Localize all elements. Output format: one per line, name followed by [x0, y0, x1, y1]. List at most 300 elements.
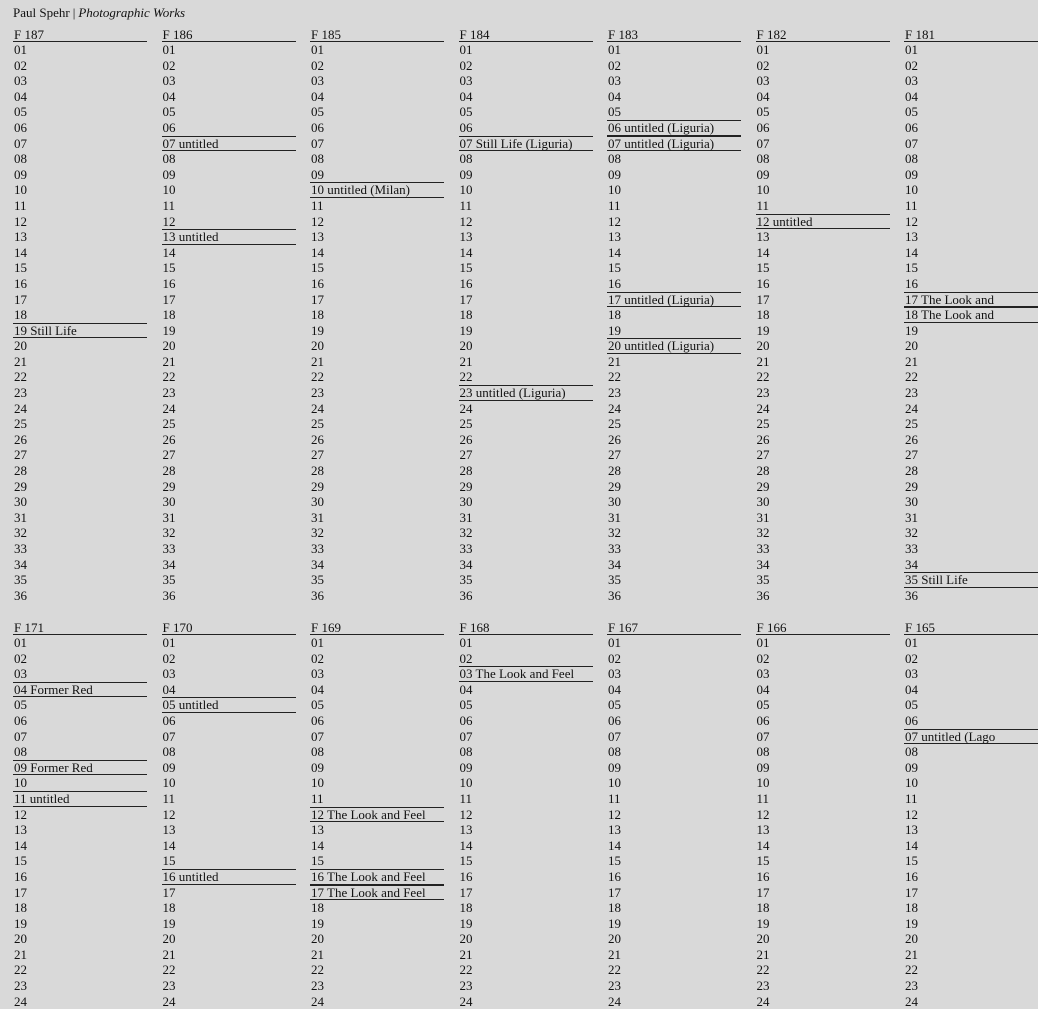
frame-link[interactable]: 20 — [459, 338, 473, 354]
frame-link[interactable]: 16 — [608, 275, 621, 291]
frame-link[interactable]: 16 — [608, 868, 621, 884]
frame-link[interactable]: 02 — [311, 650, 324, 666]
frame-link[interactable]: 07 — [162, 728, 176, 744]
frame-link[interactable]: 33 — [756, 541, 770, 556]
frame-link[interactable]: 05 — [459, 104, 473, 120]
frame-link[interactable]: 20 — [162, 931, 176, 947]
frame-link[interactable]: 01 — [311, 42, 324, 57]
frame-link[interactable]: 10 — [608, 775, 621, 791]
frame-link[interactable]: 32 — [14, 525, 27, 541]
frame-link[interactable]: 32 — [459, 525, 473, 541]
frame-link[interactable]: 25 — [311, 416, 324, 432]
frame-link[interactable]: 07 — [905, 135, 918, 151]
frame-link[interactable]: 08 — [162, 151, 176, 167]
frame-link[interactable]: 15 — [459, 853, 473, 869]
frame-link[interactable]: 05 — [608, 104, 621, 120]
frame-link[interactable]: 17 — [608, 884, 621, 900]
frame-link-titled[interactable]: 07 untitled — [162, 136, 296, 152]
frame-link[interactable]: 09 — [162, 166, 176, 182]
frame-link[interactable]: 03 — [14, 666, 27, 682]
frame-link[interactable]: 24 — [608, 993, 621, 1009]
frame-link[interactable]: 31 — [459, 509, 473, 525]
film-title[interactable]: F 171 — [13, 620, 147, 635]
frame-link[interactable]: 14 — [311, 837, 324, 853]
frame-link[interactable]: 21 — [14, 353, 27, 369]
frame-link[interactable]: 16 — [311, 275, 324, 291]
frame-link[interactable]: 15 — [459, 260, 473, 276]
frame-link[interactable]: 11 — [162, 790, 176, 806]
frame-link[interactable]: 28 — [756, 463, 770, 479]
frame-link[interactable]: 09 — [905, 759, 918, 775]
frame-link[interactable]: 06 — [905, 119, 918, 135]
frame-link[interactable]: 03 — [756, 73, 770, 89]
frame-link-titled[interactable]: 04 Former Red — [13, 682, 147, 698]
frame-link-titled[interactable]: 05 untitled — [162, 697, 296, 713]
frame-link[interactable]: 34 — [14, 556, 27, 572]
frame-link[interactable]: 24 — [756, 993, 770, 1009]
frame-link[interactable]: 09 — [14, 166, 27, 182]
frame-link[interactable]: 21 — [905, 353, 918, 369]
frame-link[interactable]: 22 — [459, 962, 473, 978]
frame-link[interactable]: 23 — [311, 385, 324, 401]
frame-link[interactable]: 07 — [311, 135, 324, 151]
frame-link[interactable]: 22 — [162, 962, 176, 978]
frame-link[interactable]: 04 — [905, 681, 918, 697]
frame-link[interactable]: 28 — [14, 463, 27, 479]
frame-link[interactable]: 10 — [459, 182, 473, 198]
frame-link[interactable]: 20 — [162, 338, 176, 354]
frame-link[interactable]: 06 — [162, 119, 176, 135]
frame-link[interactable]: 06 — [905, 712, 918, 728]
frame-link[interactable]: 10 — [756, 182, 770, 198]
frame-link[interactable]: 31 — [756, 509, 770, 525]
frame-link[interactable]: 21 — [459, 946, 473, 962]
frame-link[interactable]: 01 — [905, 42, 918, 57]
frame-link[interactable]: 20 — [905, 338, 918, 354]
frame-link[interactable]: 16 — [756, 868, 770, 884]
frame-link[interactable]: 26 — [459, 431, 473, 447]
frame-link[interactable]: 02 — [311, 57, 324, 73]
frame-link[interactable]: 02 — [608, 650, 621, 666]
frame-link[interactable]: 34 — [905, 556, 918, 572]
frame-link-titled[interactable]: 13 untitled — [162, 229, 296, 245]
frame-link[interactable]: 23 — [459, 978, 473, 994]
frame-link[interactable]: 22 — [14, 962, 27, 978]
frame-link[interactable]: 06 — [459, 119, 473, 135]
frame-link[interactable]: 09 — [608, 759, 621, 775]
film-title[interactable]: F 170 — [162, 620, 296, 635]
frame-link[interactable]: 25 — [905, 416, 918, 432]
frame-link[interactable]: 08 — [905, 744, 918, 760]
frame-link[interactable]: 06 — [311, 119, 324, 135]
frame-link[interactable]: 30 — [162, 494, 176, 510]
frame-link[interactable]: 01 — [162, 42, 176, 57]
frame-link[interactable]: 15 — [756, 853, 770, 869]
frame-link[interactable]: 01 — [459, 635, 473, 650]
frame-link[interactable]: 32 — [608, 525, 621, 541]
frame-link[interactable]: 30 — [756, 494, 770, 510]
frame-link-titled[interactable]: 35 Still Life — [904, 572, 1038, 588]
film-title[interactable]: F 182 — [756, 27, 890, 42]
frame-link[interactable]: 31 — [162, 509, 176, 525]
frame-link[interactable]: 04 — [608, 681, 621, 697]
frame-link[interactable]: 21 — [311, 946, 324, 962]
frame-link[interactable]: 25 — [459, 416, 473, 432]
frame-link[interactable]: 01 — [162, 635, 176, 650]
frame-link[interactable]: 17 — [14, 291, 27, 307]
frame-link[interactable]: 09 — [905, 166, 918, 182]
frame-link[interactable]: 29 — [311, 478, 324, 494]
frame-link[interactable]: 11 — [608, 790, 621, 806]
frame-link[interactable]: 14 — [608, 837, 621, 853]
frame-link[interactable]: 03 — [459, 73, 473, 89]
frame-link[interactable]: 18 — [756, 307, 770, 323]
frame-link[interactable]: 19 — [756, 915, 770, 931]
site-author[interactable]: Paul Spehr — [13, 5, 70, 20]
frame-link[interactable]: 17 — [14, 884, 27, 900]
frame-link[interactable]: 19 — [459, 322, 473, 338]
frame-link[interactable]: 14 — [311, 244, 324, 260]
frame-link[interactable]: 07 — [459, 728, 473, 744]
frame-link[interactable]: 24 — [459, 993, 473, 1009]
frame-link[interactable]: 18 — [162, 307, 176, 323]
frame-link-titled[interactable]: 17 The Look and — [904, 292, 1038, 308]
frame-link[interactable]: 36 — [905, 587, 918, 603]
frame-link[interactable]: 18 — [459, 900, 473, 916]
frame-link[interactable]: 29 — [905, 478, 918, 494]
frame-link[interactable]: 35 — [311, 572, 324, 588]
frame-link[interactable]: 31 — [311, 509, 324, 525]
film-title[interactable]: F 186 — [162, 27, 296, 42]
frame-link[interactable]: 22 — [905, 369, 918, 385]
film-title[interactable]: F 184 — [459, 27, 593, 42]
frame-link[interactable]: 25 — [608, 416, 621, 432]
frame-link[interactable]: 02 — [756, 650, 770, 666]
frame-link[interactable]: 05 — [905, 697, 918, 713]
frame-link[interactable]: 09 — [311, 166, 324, 182]
frame-link[interactable]: 19 — [162, 322, 176, 338]
frame-link[interactable]: 20 — [608, 931, 621, 947]
frame-link[interactable]: 05 — [459, 697, 473, 713]
frame-link[interactable]: 12 — [905, 806, 918, 822]
frame-link[interactable]: 18 — [311, 307, 324, 323]
frame-link[interactable]: 36 — [14, 587, 27, 603]
frame-link[interactable]: 20 — [14, 338, 27, 354]
frame-link[interactable]: 19 — [311, 915, 324, 931]
frame-link[interactable]: 13 — [14, 229, 27, 245]
frame-link[interactable]: 23 — [905, 385, 918, 401]
frame-link[interactable]: 21 — [756, 946, 770, 962]
frame-link[interactable]: 23 — [14, 978, 27, 994]
frame-link[interactable]: 11 — [14, 197, 27, 213]
frame-link[interactable]: 12 — [14, 806, 27, 822]
frame-link[interactable]: 28 — [162, 463, 176, 479]
frame-link[interactable]: 18 — [608, 900, 621, 916]
frame-link[interactable]: 11 — [905, 197, 918, 213]
frame-link[interactable]: 15 — [608, 260, 621, 276]
frame-link[interactable]: 04 — [756, 88, 770, 104]
frame-link[interactable]: 30 — [311, 494, 324, 510]
frame-link[interactable]: 23 — [608, 978, 621, 994]
frame-link-titled[interactable]: 07 Still Life (Liguria) — [459, 136, 593, 152]
frame-link[interactable]: 17 — [311, 291, 324, 307]
frame-link[interactable]: 12 — [905, 213, 918, 229]
frame-link[interactable]: 22 — [311, 962, 324, 978]
frame-link-titled[interactable]: 12 The Look and Feel — [310, 807, 444, 823]
frame-link[interactable]: 18 — [311, 900, 324, 916]
frame-link[interactable]: 24 — [905, 993, 918, 1009]
frame-link[interactable]: 36 — [162, 587, 176, 603]
frame-link[interactable]: 34 — [311, 556, 324, 572]
frame-link[interactable]: 04 — [459, 681, 473, 697]
frame-link[interactable]: 28 — [459, 463, 473, 479]
frame-link[interactable]: 29 — [14, 478, 27, 494]
frame-link[interactable]: 13 — [608, 229, 621, 245]
frame-link[interactable]: 08 — [311, 151, 324, 167]
frame-link[interactable]: 13 — [905, 822, 918, 838]
frame-link[interactable]: 19 — [905, 322, 918, 338]
frame-link-titled[interactable]: 03 The Look and Feel — [459, 666, 593, 682]
frame-link[interactable]: 21 — [459, 353, 473, 369]
frame-link[interactable]: 25 — [162, 416, 176, 432]
frame-link[interactable]: 22 — [14, 369, 27, 385]
frame-link[interactable]: 16 — [14, 275, 27, 291]
frame-link[interactable]: 08 — [756, 151, 770, 167]
frame-link[interactable]: 11 — [459, 197, 473, 213]
frame-link[interactable]: 26 — [311, 431, 324, 447]
frame-link[interactable]: 35 — [162, 572, 176, 588]
frame-link[interactable]: 30 — [608, 494, 621, 510]
frame-link[interactable]: 10 — [905, 182, 918, 198]
site-subtitle[interactable]: Photographic Works — [78, 5, 186, 20]
frame-link[interactable]: 21 — [905, 946, 918, 962]
frame-link[interactable]: 22 — [162, 369, 176, 385]
frame-link[interactable]: 02 — [905, 57, 918, 73]
frame-link[interactable]: 01 — [459, 42, 473, 57]
frame-link[interactable]: 22 — [905, 962, 918, 978]
frame-link[interactable]: 03 — [608, 666, 621, 682]
frame-link[interactable]: 14 — [14, 244, 27, 260]
frame-link[interactable]: 22 — [608, 962, 621, 978]
frame-link[interactable]: 08 — [14, 151, 27, 167]
frame-link-titled[interactable]: 07 untitled (Lago — [904, 729, 1038, 745]
frame-link[interactable]: 08 — [459, 151, 473, 167]
frame-link[interactable]: 33 — [311, 541, 324, 556]
frame-link[interactable]: 02 — [14, 650, 27, 666]
frame-link[interactable]: 13 — [311, 822, 324, 838]
frame-link[interactable]: 33 — [459, 541, 473, 556]
frame-link[interactable]: 34 — [459, 556, 473, 572]
frame-link[interactable]: 21 — [14, 946, 27, 962]
frame-link[interactable]: 20 — [756, 931, 770, 947]
frame-link[interactable]: 01 — [311, 635, 324, 650]
frame-link[interactable]: 07 — [756, 728, 770, 744]
frame-link[interactable]: 14 — [14, 837, 27, 853]
frame-link[interactable]: 30 — [14, 494, 27, 510]
frame-link[interactable]: 27 — [459, 447, 473, 463]
frame-link[interactable]: 16 — [905, 868, 918, 884]
frame-link[interactable]: 18 — [14, 900, 27, 916]
frame-link[interactable]: 19 — [608, 322, 621, 338]
frame-link[interactable]: 21 — [311, 353, 324, 369]
frame-link[interactable]: 26 — [14, 431, 27, 447]
frame-link[interactable]: 09 — [162, 759, 176, 775]
frame-link[interactable]: 13 — [905, 229, 918, 245]
frame-link[interactable]: 01 — [608, 635, 621, 650]
frame-link[interactable]: 19 — [311, 322, 324, 338]
frame-link[interactable]: 34 — [756, 556, 770, 572]
frame-link[interactable]: 16 — [14, 868, 27, 884]
frame-link[interactable]: 11 — [905, 790, 918, 806]
frame-link[interactable]: 05 — [14, 697, 27, 713]
frame-link[interactable]: 09 — [459, 759, 473, 775]
film-title[interactable]: F 185 — [310, 27, 444, 42]
frame-link[interactable]: 08 — [905, 151, 918, 167]
frame-link[interactable]: 12 — [608, 213, 621, 229]
frame-link[interactable]: 27 — [14, 447, 27, 463]
frame-link[interactable]: 36 — [311, 587, 324, 603]
frame-link-titled[interactable]: 07 untitled (Liguria) — [607, 136, 741, 152]
frame-link[interactable]: 16 — [162, 275, 176, 291]
frame-link-titled[interactable]: 11 untitled — [13, 791, 147, 807]
frame-link[interactable]: 27 — [608, 447, 621, 463]
frame-link[interactable]: 27 — [162, 447, 176, 463]
frame-link-titled[interactable]: 20 untitled (Liguria) — [607, 338, 741, 354]
frame-link[interactable]: 23 — [162, 978, 176, 994]
frame-link-titled[interactable]: 06 untitled (Liguria) — [607, 120, 741, 136]
frame-link[interactable]: 30 — [459, 494, 473, 510]
frame-link[interactable]: 06 — [311, 712, 324, 728]
frame-link[interactable]: 11 — [162, 197, 176, 213]
film-title[interactable]: F 181 — [904, 27, 1038, 42]
frame-link[interactable]: 26 — [608, 431, 621, 447]
frame-link[interactable]: 04 — [608, 88, 621, 104]
frame-link[interactable]: 11 — [756, 197, 770, 213]
frame-link[interactable]: 24 — [756, 400, 770, 416]
frame-link-titled[interactable]: 19 Still Life — [13, 323, 147, 339]
frame-link[interactable]: 11 — [311, 790, 324, 806]
frame-link[interactable]: 35 — [756, 572, 770, 588]
frame-link[interactable]: 19 — [14, 915, 27, 931]
frame-link[interactable]: 03 — [608, 73, 621, 89]
frame-link[interactable]: 17 — [756, 291, 770, 307]
frame-link-titled[interactable]: 12 untitled — [756, 214, 890, 230]
frame-link[interactable]: 14 — [756, 837, 770, 853]
frame-link[interactable]: 20 — [905, 931, 918, 947]
frame-link[interactable]: 03 — [14, 73, 27, 89]
frame-link[interactable]: 29 — [162, 478, 176, 494]
frame-link[interactable]: 08 — [459, 744, 473, 760]
film-title[interactable]: F 165 — [904, 620, 1038, 635]
frame-link[interactable]: 03 — [311, 73, 324, 89]
frame-link[interactable]: 09 — [608, 166, 621, 182]
frame-link[interactable]: 23 — [756, 978, 770, 994]
frame-link[interactable]: 15 — [756, 260, 770, 276]
frame-link[interactable]: 19 — [905, 915, 918, 931]
frame-link-titled[interactable]: 17 untitled (Liguria) — [607, 292, 741, 308]
frame-link[interactable]: 33 — [905, 541, 918, 556]
frame-link[interactable]: 12 — [756, 806, 770, 822]
frame-link[interactable]: 14 — [162, 244, 176, 260]
frame-link[interactable]: 13 — [14, 822, 27, 838]
frame-link[interactable]: 12 — [311, 213, 324, 229]
frame-link[interactable]: 23 — [162, 385, 176, 401]
frame-link[interactable]: 12 — [162, 213, 176, 229]
frame-link[interactable]: 18 — [905, 900, 918, 916]
frame-link[interactable]: 11 — [459, 790, 473, 806]
film-title[interactable]: F 166 — [756, 620, 890, 635]
frame-link[interactable]: 05 — [14, 104, 27, 120]
frame-link[interactable]: 10 — [14, 182, 27, 198]
frame-link[interactable]: 31 — [905, 509, 918, 525]
frame-link[interactable]: 23 — [14, 385, 27, 401]
frame-link[interactable]: 34 — [162, 556, 176, 572]
frame-link[interactable]: 07 — [608, 728, 621, 744]
frame-link[interactable]: 21 — [608, 946, 621, 962]
frame-link[interactable]: 12 — [162, 806, 176, 822]
frame-link[interactable]: 24 — [608, 400, 621, 416]
frame-link[interactable]: 10 — [756, 775, 770, 791]
film-title[interactable]: F 167 — [607, 620, 741, 635]
frame-link[interactable]: 07 — [311, 728, 324, 744]
frame-link[interactable]: 19 — [756, 322, 770, 338]
frame-link[interactable]: 26 — [162, 431, 176, 447]
frame-link[interactable]: 12 — [459, 213, 473, 229]
frame-link[interactable]: 04 — [14, 88, 27, 104]
film-title[interactable]: F 187 — [13, 27, 147, 42]
frame-link[interactable]: 20 — [311, 931, 324, 947]
frame-link[interactable]: 19 — [459, 915, 473, 931]
frame-link[interactable]: 15 — [311, 853, 324, 869]
frame-link[interactable]: 29 — [756, 478, 770, 494]
frame-link[interactable]: 23 — [905, 978, 918, 994]
frame-link[interactable]: 05 — [608, 697, 621, 713]
frame-link[interactable]: 34 — [608, 556, 621, 572]
frame-link[interactable]: 06 — [756, 119, 770, 135]
frame-link[interactable]: 14 — [162, 837, 176, 853]
frame-link[interactable]: 13 — [162, 822, 176, 838]
frame-link[interactable]: 23 — [311, 978, 324, 994]
frame-link[interactable]: 06 — [14, 119, 27, 135]
frame-link[interactable]: 11 — [756, 790, 770, 806]
frame-link[interactable]: 14 — [459, 837, 473, 853]
frame-link[interactable]: 24 — [14, 993, 27, 1009]
frame-link[interactable]: 09 — [459, 166, 473, 182]
frame-link[interactable]: 35 — [14, 572, 27, 588]
frame-link[interactable]: 03 — [162, 666, 176, 682]
frame-link[interactable]: 26 — [905, 431, 918, 447]
frame-link[interactable]: 10 — [459, 775, 473, 791]
frame-link[interactable]: 08 — [608, 744, 621, 760]
frame-link[interactable]: 15 — [14, 853, 27, 869]
frame-link[interactable]: 27 — [311, 447, 324, 463]
frame-link[interactable]: 05 — [905, 104, 918, 120]
frame-link[interactable]: 13 — [756, 822, 770, 838]
frame-link[interactable]: 13 — [756, 229, 770, 245]
frame-link[interactable]: 01 — [608, 42, 621, 57]
frame-link-titled[interactable]: 16 The Look and Feel — [310, 869, 444, 885]
frame-link[interactable]: 08 — [756, 744, 770, 760]
frame-link[interactable]: 29 — [608, 478, 621, 494]
frame-link[interactable]: 28 — [905, 463, 918, 479]
frame-link[interactable]: 09 — [311, 759, 324, 775]
frame-link[interactable]: 04 — [311, 88, 324, 104]
frame-link[interactable]: 16 — [756, 275, 770, 291]
frame-link[interactable]: 06 — [459, 712, 473, 728]
frame-link[interactable]: 13 — [459, 229, 473, 245]
frame-link-titled[interactable]: 18 The Look and — [904, 307, 1038, 323]
frame-link[interactable]: 02 — [459, 650, 473, 666]
